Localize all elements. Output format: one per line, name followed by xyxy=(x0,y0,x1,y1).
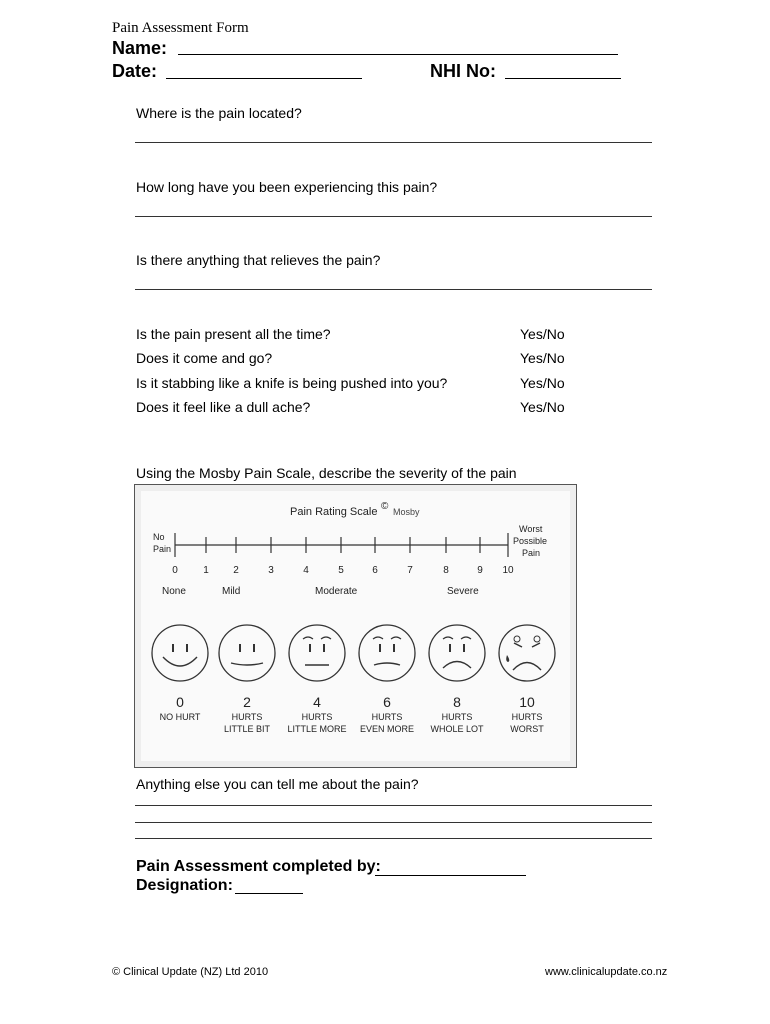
scale-tick-label-6: 6 xyxy=(372,565,378,576)
completed-by-label: Pain Assessment completed by: xyxy=(136,858,381,875)
pain-rating-scale xyxy=(134,484,577,768)
name-label: Name: xyxy=(112,38,168,58)
answer-line-extra-3[interactable] xyxy=(135,838,652,839)
face-label-6-line1: HURTS xyxy=(371,712,403,722)
question-pain-dull: Does it feel like a dull ache? xyxy=(136,399,311,415)
face-6-icon xyxy=(359,625,415,681)
face-value-10: 10 xyxy=(519,694,535,710)
scale-tick-label-1: 1 xyxy=(203,565,209,576)
date-field[interactable] xyxy=(166,60,362,79)
scale-categories xyxy=(162,586,479,597)
nhi-label: NHI No: xyxy=(430,61,496,81)
scale-tick-label-5: 5 xyxy=(338,565,344,576)
nhi-field[interactable] xyxy=(505,60,621,79)
scale-category-mild: Mild xyxy=(222,586,241,597)
yesno-pain-dull[interactable]: Yes/No xyxy=(520,399,565,415)
question-extra-info: Anything else you can tell me about the pain? xyxy=(136,776,419,792)
face-8-icon xyxy=(429,625,485,681)
scale-tick-label-10: 10 xyxy=(502,565,514,576)
scale-tick-label-7: 7 xyxy=(407,565,413,576)
answer-line-pain-location[interactable] xyxy=(135,142,652,143)
scale-right-end-2: Possible xyxy=(513,536,548,546)
yesno-pain-intermittent[interactable]: Yes/No xyxy=(520,350,565,366)
face-0-icon xyxy=(152,625,208,681)
face-2-icon xyxy=(219,625,275,681)
scale-category-none: None xyxy=(162,586,186,597)
footer-copyright: © Clinical Update (NZ) Ltd 2010 xyxy=(112,966,269,978)
scale-copyright: © xyxy=(381,501,389,512)
designation-field[interactable] xyxy=(235,876,303,894)
face-10-icon xyxy=(499,625,555,681)
yesno-pain-stabbing[interactable]: Yes/No xyxy=(520,375,565,391)
scale-right-end-1: Worst xyxy=(519,524,543,534)
face-label-0-line1: NO HURT xyxy=(159,712,201,722)
question-pain-relief: Is there anything that relieves the pain? xyxy=(136,252,381,268)
scale-faces xyxy=(152,625,555,734)
scale-category-severe: Severe xyxy=(447,586,479,597)
footer-website: www.clinicalupdate.co.nz xyxy=(545,966,668,978)
scale-tick-label-0: 0 xyxy=(172,565,178,576)
name-field[interactable] xyxy=(178,36,618,55)
face-label-6-line2: EVEN MORE xyxy=(359,724,415,734)
answer-line-extra-2[interactable] xyxy=(135,822,652,823)
pain-scale-figure xyxy=(135,485,576,767)
face-value-8: 8 xyxy=(453,694,461,710)
yesno-pain-constant[interactable]: Yes/No xyxy=(520,326,565,342)
answer-line-extra-1[interactable] xyxy=(135,805,652,806)
face-4-icon xyxy=(289,625,345,681)
question-pain-stabbing: Is it stabbing like a knife is being pushed into you? xyxy=(136,375,448,391)
form-title: Pain Assessment Form xyxy=(112,20,249,36)
question-pain-intermittent: Does it come and go? xyxy=(136,350,273,366)
scale-left-end-2: Pain xyxy=(153,544,172,554)
face-label-2-line1: HURTS xyxy=(231,712,263,722)
face-value-6: 6 xyxy=(383,694,391,710)
face-label-8-line2: WHOLE LOT xyxy=(430,724,484,734)
face-label-2-line2: LITTLE BIT xyxy=(223,724,271,734)
face-value-4: 4 xyxy=(313,694,321,710)
scale-ticks xyxy=(172,533,514,576)
face-value-2: 2 xyxy=(243,694,251,710)
scale-left-end-1: No xyxy=(153,532,165,542)
completed-by-field[interactable] xyxy=(375,858,526,876)
face-label-10-line2: WORST xyxy=(510,724,544,734)
answer-line-pain-relief[interactable] xyxy=(135,289,652,290)
designation-label: Designation: xyxy=(136,877,233,894)
scale-brand: Mosby xyxy=(393,507,420,517)
question-pain-constant: Is the pain present all the time? xyxy=(136,326,331,342)
scale-tick-label-2: 2 xyxy=(233,565,239,576)
scale-tick-label-9: 9 xyxy=(477,565,483,576)
face-value-0: 0 xyxy=(176,694,184,710)
question-pain-location: Where is the pain located? xyxy=(136,105,302,121)
date-label: Date: xyxy=(112,61,158,81)
scale-tick-label-3: 3 xyxy=(268,565,274,576)
face-label-4-line2: LITTLE MORE xyxy=(287,724,347,734)
scale-prompt: Using the Mosby Pain Scale, describe the severity of the pain xyxy=(136,465,517,481)
scale-title: Pain Rating Scale xyxy=(290,506,378,518)
scale-tick-label-8: 8 xyxy=(443,565,449,576)
scale-right-end-3: Pain xyxy=(522,548,541,558)
answer-line-pain-duration[interactable] xyxy=(135,216,652,217)
scale-category-moderate: Moderate xyxy=(315,586,358,597)
question-pain-duration: How long have you been experiencing this pain? xyxy=(136,179,438,195)
face-label-10-line1: HURTS xyxy=(511,712,543,722)
face-label-8-line1: HURTS xyxy=(441,712,473,722)
scale-tick-label-4: 4 xyxy=(303,565,309,576)
face-label-4-line1: HURTS xyxy=(301,712,333,722)
